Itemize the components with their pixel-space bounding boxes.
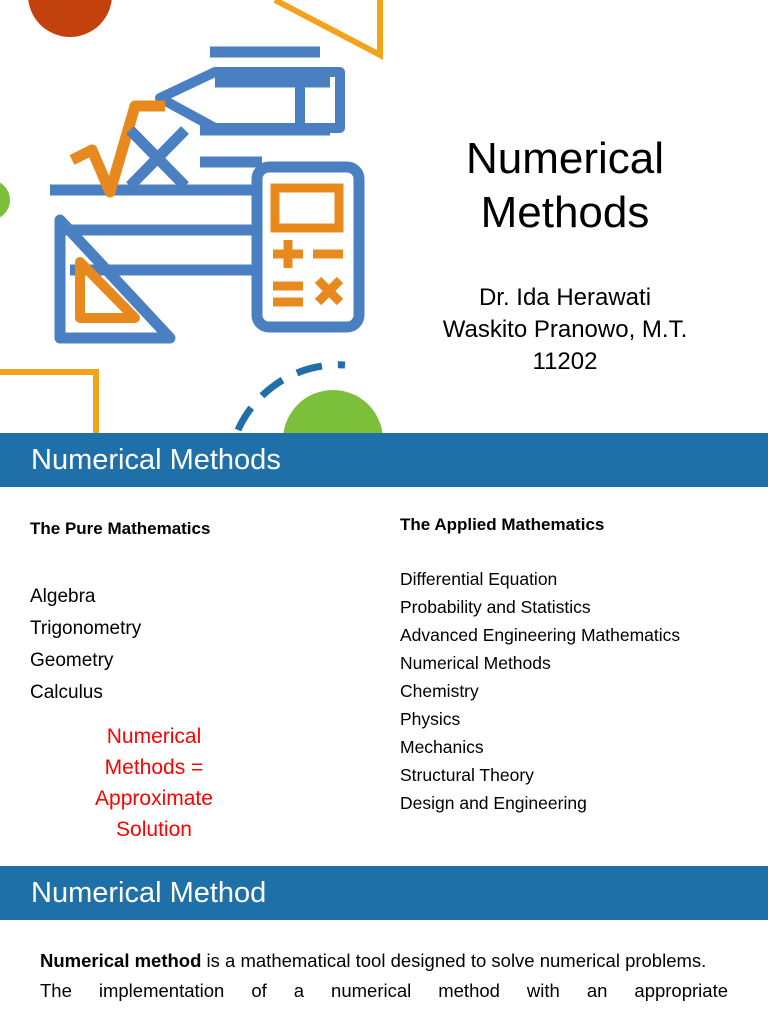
yellow-frame-icon	[0, 372, 96, 433]
applied-mathematics-column	[400, 515, 760, 817]
applied-list	[400, 565, 760, 817]
author-info	[380, 282, 750, 378]
author-name: Waskito Pranowo, M.T.	[442, 316, 688, 343]
author-name: Dr. Ida Herawati	[478, 284, 652, 311]
definition-text	[40, 948, 728, 1008]
title-slide	[0, 0, 768, 433]
term: Numerical method	[40, 950, 202, 971]
course-code: 11202	[532, 348, 598, 375]
list-item: Trigonometry	[30, 618, 142, 639]
list-item: Calculus	[30, 682, 103, 703]
list-item: Differential Equation	[400, 569, 558, 589]
green-small-circle-icon	[0, 180, 10, 220]
list-item: Structural Theory	[400, 765, 534, 785]
column-heading: The Applied Mathematics	[400, 515, 605, 534]
list-item: Physics	[400, 709, 461, 729]
paragraph: The implementation of a numerical method with an appropriate	[40, 980, 728, 1001]
column-heading: The Pure Mathematics	[30, 519, 211, 538]
mathematics-slide	[0, 433, 768, 866]
list-item: Design and Engineering	[400, 793, 587, 813]
green-circle-icon	[283, 390, 383, 433]
definition-slide	[0, 866, 768, 1024]
list-item: Chemistry	[400, 681, 479, 701]
list-item: Numerical Methods	[400, 653, 551, 673]
pure-mathematics-column	[30, 519, 350, 709]
slide-banner: Numerical Methods	[0, 433, 768, 487]
slide-banner: Numerical Method	[0, 866, 768, 920]
list-item: Mechanics	[400, 737, 484, 757]
list-item: Geometry	[30, 650, 114, 671]
paragraph: Numerical method is a mathematical tool designed to solve numerical problems.	[40, 950, 707, 971]
approximate-solution-note: Numerical Methods = Approximate Solution	[95, 725, 213, 841]
red-circle-icon	[28, 0, 112, 37]
math-illustration-icon	[0, 0, 400, 433]
list-item: Advanced Engineering Mathematics	[400, 625, 681, 645]
list-item: Probability and Statistics	[400, 597, 591, 617]
pure-list	[30, 581, 350, 709]
list-item: Algebra	[30, 586, 96, 607]
presentation-title: Numerical Methods	[465, 134, 665, 237]
